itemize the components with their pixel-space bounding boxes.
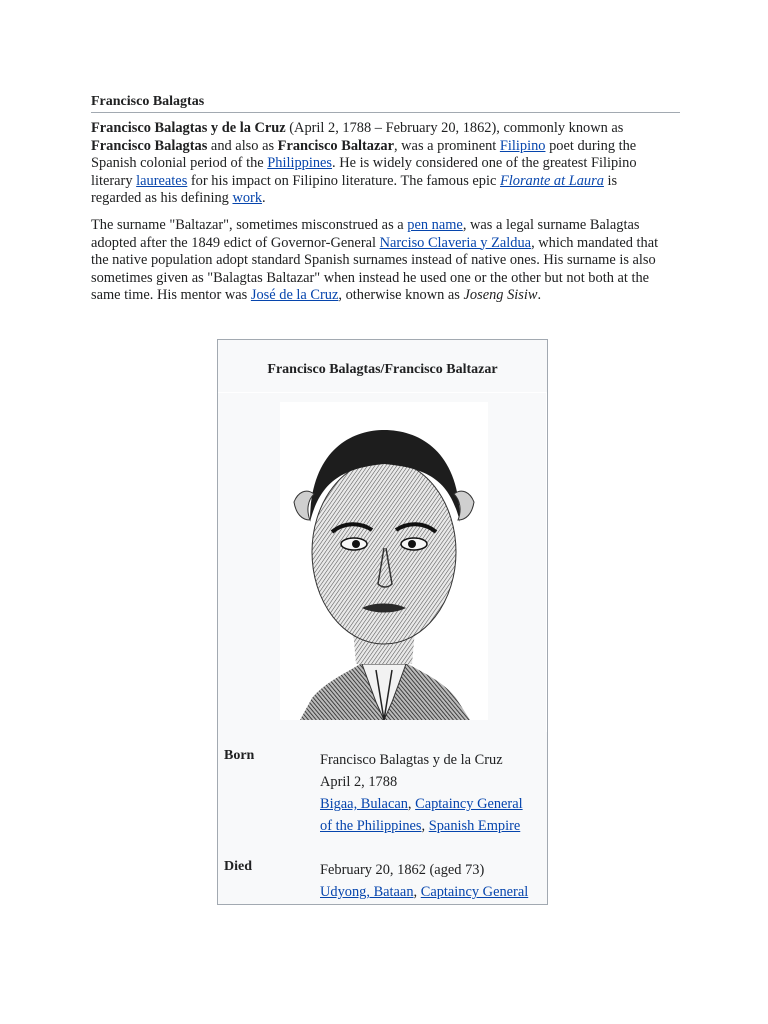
- link-pen-name[interactable]: pen name: [407, 217, 463, 233]
- born-place-line: of the Philippines, Spanish Empire: [320, 818, 521, 834]
- text-run: , was a legal surname Balagtas adopted after the 1849 edict of Governor-General: [91, 217, 640, 251]
- text-run: is regarded as his defining: [91, 172, 618, 207]
- born-name: Francisco Balagtas y de la Cruz: [320, 752, 503, 768]
- article-heading: Francisco Balagtas: [91, 93, 680, 113]
- intro-paragraph: [91, 120, 671, 208]
- bold-name: Francisco Balagtas: [91, 137, 208, 154]
- text-run: and also as: [207, 137, 278, 154]
- text-run: (April 2, 1788 – February 20, 1862), commonly known as: [285, 120, 624, 136]
- died-value: [320, 859, 542, 903]
- text-run: , which mandated that the native population adopt standard Spanish surnames instead of native ones. His surname is also sometimes given as "Balagtas Baltazar" when instead he used one or the other but not both at the same time. His mentor was: [91, 234, 659, 304]
- link-udyong-bataan[interactable]: Udyong, Bataan: [320, 884, 414, 900]
- link-florante-at-laura[interactable]: Florante at Laura: [499, 172, 604, 189]
- born-value: [320, 749, 542, 837]
- bold-full-name: Francisco Balagtas y de la Cruz: [91, 120, 286, 136]
- infobox-divider: [218, 392, 547, 393]
- link-captaincy-general-cont[interactable]: of the Philippines: [320, 818, 422, 834]
- text-run: .: [537, 287, 542, 304]
- portrait-image[interactable]: [280, 402, 488, 720]
- link-filipino[interactable]: Filipino: [499, 137, 546, 154]
- link-work[interactable]: work: [232, 190, 263, 207]
- died-place-line: Udyong, Bataan, Captaincy General: [320, 884, 529, 900]
- infobox-divider: [546, 392, 547, 732]
- link-narciso-claveria[interactable]: Narciso Claveria y Zaldua: [379, 234, 532, 251]
- text-run: The surname "Baltazar", sometimes misconstrued as a: [91, 217, 408, 233]
- text-run: , otherwise known as: [338, 287, 464, 304]
- died-label: Died: [224, 859, 252, 874]
- text-run: , was a prominent: [393, 137, 500, 154]
- surname-paragraph: [91, 217, 671, 305]
- link-captaincy-general[interactable]: Captaincy General: [415, 796, 523, 812]
- bold-alt-name: Francisco Baltazar: [277, 137, 394, 154]
- born-place-line: Bigaa, Bulacan, Captaincy General: [320, 796, 523, 812]
- died-date: February 20, 1862 (aged 73): [320, 862, 485, 878]
- text-run: for his impact on Filipino literature. The famous epic: [187, 172, 500, 189]
- link-spanish-empire[interactable]: Spanish Empire: [428, 818, 521, 834]
- link-bigaa-bulacan[interactable]: Bigaa, Bulacan: [320, 796, 408, 812]
- link-laureates[interactable]: laureates: [136, 172, 188, 189]
- infobox-title: Francisco Balagtas/Francisco Baltazar: [267, 362, 498, 377]
- born-label: Born: [224, 748, 255, 763]
- text-run: poet during the Spanish colonial period of the: [91, 137, 637, 172]
- italic-nickname: Joseng Sisiw: [463, 287, 538, 304]
- infobox: [217, 339, 548, 905]
- link-jose-de-la-cruz[interactable]: José de la Cruz: [250, 287, 339, 304]
- born-date: April 2, 1788: [320, 774, 398, 790]
- link-philippines[interactable]: Philippines: [267, 155, 333, 172]
- portrait-engraving-icon: [280, 402, 488, 720]
- text-run: .: [262, 190, 266, 207]
- link-captaincy-general-died[interactable]: Captaincy General: [420, 884, 529, 900]
- text-run: . He is widely considered one of the greatest Filipino literary: [91, 155, 637, 189]
